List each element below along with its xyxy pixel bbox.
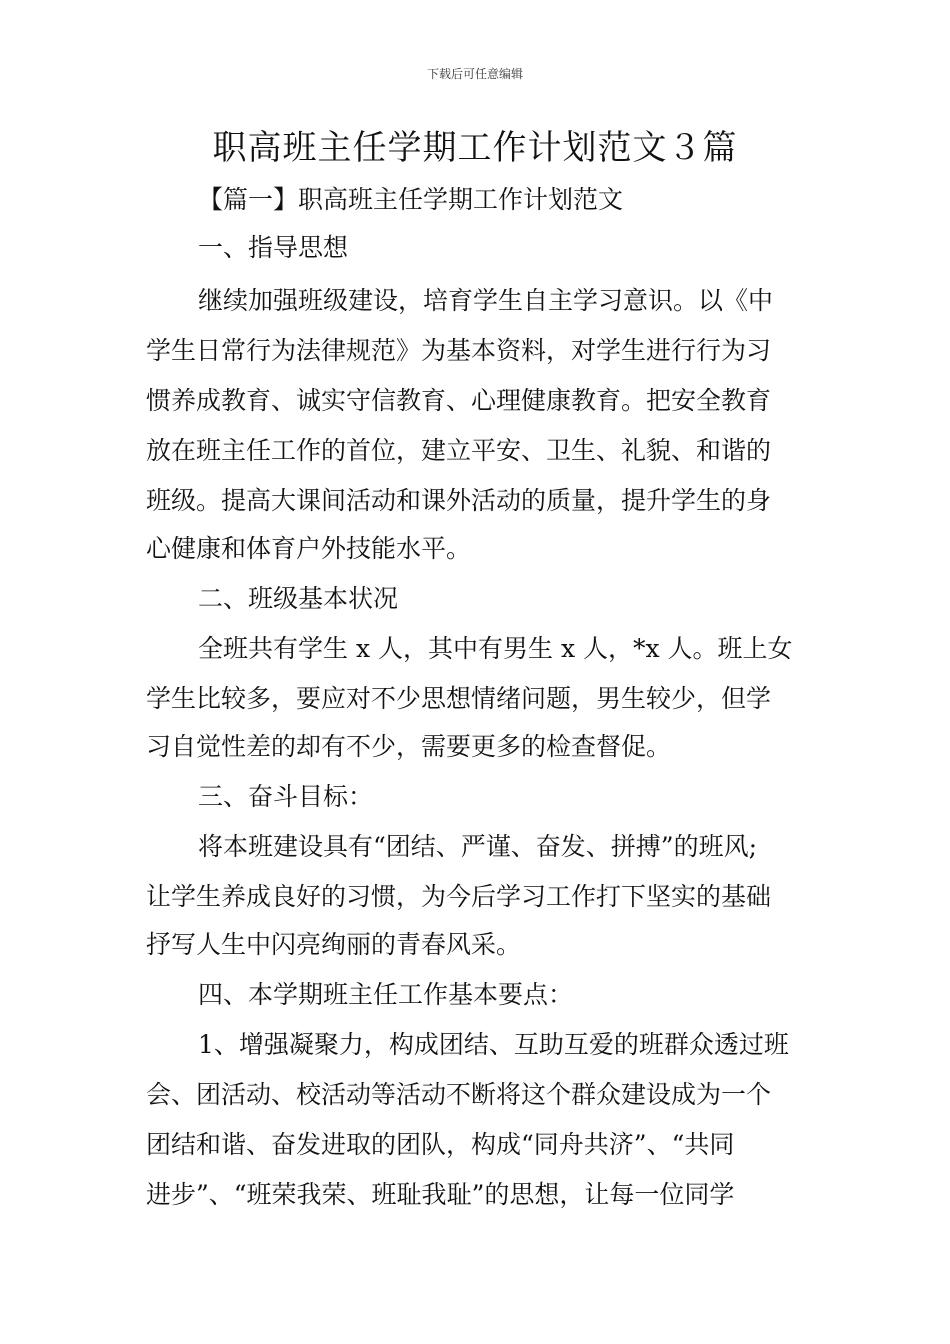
paragraph-line: 全班共有学生 x 人，其中有男生 x 人，*x 人。班上女 (198, 634, 793, 663)
paragraph-line: 进步”、“班荣我荣、班耻我耻”的思想，让每一位同学 (146, 1180, 735, 1209)
paragraph-line: 学生日常行为法律规范》为基本资料，对学生进行行为习 (146, 336, 772, 365)
paragraph-line: 抒写人生中闪亮绚丽的青春风采。 (146, 930, 522, 959)
paragraph-line: 惯养成教育、诚实守信教育、心理健康教育。把安全教育 (146, 386, 772, 415)
heading-goals: 三、奋斗目标： (198, 782, 374, 811)
section-title: 【篇一】职高班主任学期工作计划范文 (198, 185, 624, 214)
paragraph-line: 心健康和体育户外技能水平。 (146, 534, 472, 563)
paragraph-line: 班级。提高大课间活动和课外活动的质量，提升学生的身 (146, 486, 772, 515)
heading-key-points: 四、本学期班主任工作基本要点： (198, 980, 574, 1009)
paragraph-line: 团结和谐、奋发进取的团队，构成“同舟共济”、“共同 (146, 1130, 735, 1159)
paragraph-line: 让学生养成良好的习惯，为今后学习工作打下坚实的基础 (146, 882, 772, 911)
header-note: 下载后可任意编辑 (426, 67, 523, 81)
paragraph-line: 会、团活动、校活动等活动不断将这个群众建设成为一个 (146, 1080, 772, 1109)
paragraph-line: 学生比较多，要应对不少思想情绪问题，男生较少，但学 (146, 684, 772, 713)
paragraph-line: 放在班主任工作的首位，建立平安、卫生、礼貌、和谐的 (146, 436, 772, 465)
heading-class-situation: 二、班级基本状况 (198, 584, 399, 613)
paragraph-line: 将本班建设具有“团结、严谨、奋发、拼搏”的班风; (198, 832, 757, 861)
paragraph-line: 继续加强班级建设，培育学生自主学习意识。以《中 (198, 286, 774, 315)
paragraph-line: 1、增强凝聚力，构成团结、互助互爱的班群众透过班 (198, 1030, 789, 1059)
document-title: 职高班主任学期工作计划范文３篇 (212, 128, 738, 168)
heading-guiding-ideology: 一、指导思想 (198, 233, 349, 262)
paragraph-line: 习自觉性差的却有不少，需要更多的检查督促。 (146, 732, 672, 761)
